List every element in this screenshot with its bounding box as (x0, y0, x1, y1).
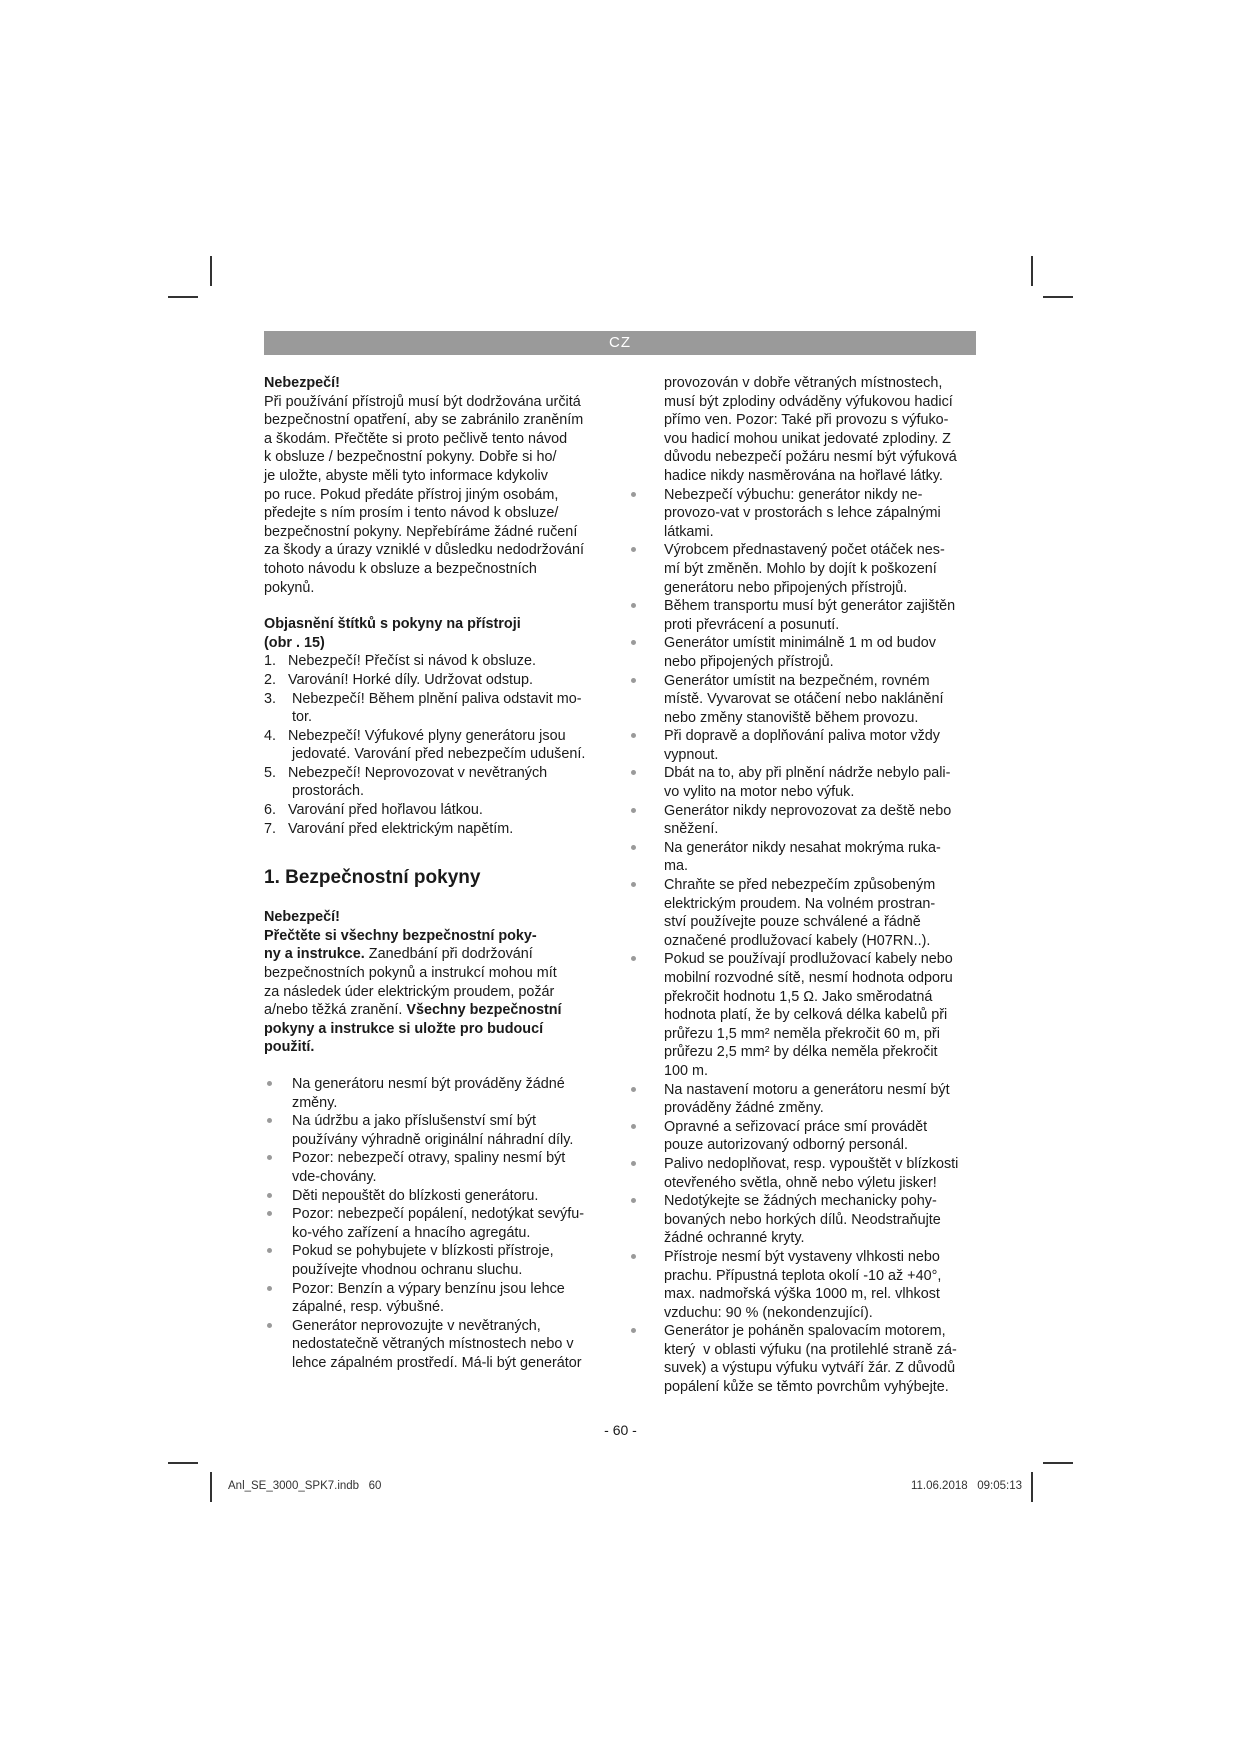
bullet-text: nebo připojených přístrojů. (664, 653, 834, 670)
bullet-item (648, 1155, 984, 1192)
bullet-item (648, 764, 984, 801)
crop-mark (168, 296, 198, 298)
bullet-text: průřezu 2,5 mm² by délka neměla překročit (664, 1044, 938, 1061)
bullet-text: Generátor umístit na bezpečném, rovném (664, 672, 930, 689)
bullet-text: Přístroje nesmí být vystaveny vlhkosti nebo (664, 1248, 940, 1265)
bullet-text: otevřeného světla, ohně nebo výletu jisker! (664, 1174, 937, 1191)
warning-line: Přečtěte si všechny bezpečnostní poky- (264, 927, 537, 944)
bullet-item (264, 1317, 624, 1373)
bullet-text: vzduchu: 90 % (nekondenzující). (664, 1304, 873, 1321)
bullet-text: Děti nepouštět do blízkosti generátoru. (292, 1187, 539, 1204)
bullet-dot-icon (631, 640, 636, 645)
label-number: 4. (264, 727, 277, 744)
label-text: tor. (288, 709, 312, 726)
bullet-text: vde-chovány. (292, 1168, 377, 1185)
bullet-dot-icon (631, 678, 636, 683)
labels-list (264, 652, 624, 838)
label-number: 7. (264, 820, 277, 837)
bullet-text: Opravné a seřizovací práce smí provádět (664, 1118, 928, 1135)
bullet-text: popálení kůže se těmto povrchům vyhýbejte. (664, 1379, 949, 1396)
bullet-text: místě. Vyvarovat se otáčení nebo naklánění (664, 691, 944, 708)
bullet-text: Na údržbu a jako příslušenství smí být (292, 1113, 536, 1130)
bullet-item (648, 876, 984, 950)
bullet-text: používány výhradně originální náhradní díly. (292, 1131, 574, 1148)
right-column (648, 374, 984, 1397)
bullet-item (264, 1280, 624, 1317)
label-number: 1. (264, 653, 277, 670)
bullet-text: suvek) a výstupu výfuku vytváří žár. Z důvodů (664, 1360, 956, 1377)
bullet-dot-icon (267, 1323, 272, 1328)
label-text: Nebezpečí! Výfukové plyny generátoru jsou (288, 727, 566, 744)
continuation-line: vou hadicí mohou unikat jedovaté zplodiny. Z (664, 430, 951, 447)
bullet-dot-icon (631, 1161, 636, 1166)
warning-line: použití. (264, 1039, 315, 1056)
bullet-text: Na generátoru nesmí být prováděny žádné (292, 1076, 565, 1092)
bullet-text: žádné ochranné kryty. (664, 1230, 805, 1247)
bullet-text: generátoru nebo připojených přístrojů. (664, 579, 908, 596)
bullet-dot-icon (631, 1087, 636, 1092)
bullet-text: Generátor nikdy neprovozovat za deště nebo (664, 802, 952, 819)
bullet-dot-icon (631, 770, 636, 775)
left-bullet-list (264, 1075, 624, 1373)
bullet-text: označené prodlužovací kabely (H07RN..). (664, 932, 931, 949)
bullet-text: mí být změněn. Mohlo by dojít k poškození (664, 560, 937, 577)
danger-heading: Nebezpečí! (264, 375, 340, 391)
warning-line (264, 945, 624, 964)
bullet-dot-icon (267, 1118, 272, 1123)
bullet-text: lehce zápalném prostředí. Má-li být generátor (292, 1354, 582, 1371)
right-bullet-list (648, 486, 984, 1397)
bullet-text: bovaných nebo horkých dílů. Neodstraňujte (664, 1211, 941, 1228)
label-text: Varování před elektrickým napětím. (288, 820, 514, 837)
warning-line: pokyny a instrukce si uložte pro budoucí (264, 1020, 544, 1037)
label-item (264, 801, 624, 820)
label-item (264, 690, 624, 727)
bullet-dot-icon (631, 1328, 636, 1333)
bullet-item (648, 597, 984, 634)
bullet-text: Nebezpečí výbuchu: generátor nikdy ne- (664, 486, 923, 503)
bullet-dot-icon (267, 1286, 272, 1291)
bullet-item (648, 1081, 984, 1118)
bullet-text: Pozor: nebezpečí otravy, spaliny nesmí být (292, 1150, 566, 1167)
bullet-item (648, 1118, 984, 1155)
bullet-item (648, 672, 984, 728)
intro-line: a škodám. Přečtěte si proto pečlivě tento návod (264, 430, 568, 447)
bullet-text: používejte vhodnou ochranu sluchu. (292, 1261, 523, 1278)
bullet-dot-icon (631, 547, 636, 552)
label-item (264, 652, 624, 671)
intro-line: pokynů. (264, 579, 315, 596)
bullet-text: elektrickým proudem. Na volném prostran- (664, 895, 936, 912)
bullet-text: vo vylito na motor nebo výfuk. (664, 784, 855, 801)
intro-line: za škody a úrazy vzniklé v důsledku nedodržování (264, 542, 584, 559)
bullet-text: ko-vého zařízení a hnacího agregátu. (292, 1224, 531, 1241)
bullet-item (648, 1248, 984, 1322)
continuation-line: hadice nikdy nasměrována na hořlavé látky. (664, 467, 943, 484)
bullet-text: proti převrácení a posunutí. (664, 616, 840, 633)
bullet-item (648, 727, 984, 764)
continuation-line: musí být zplodiny odváděny výfukovou hadicí (664, 393, 953, 410)
bullet-text: Pozor: Benzín a výpary benzínu jsou lehce (292, 1280, 565, 1297)
footer-datetime: 11.06.2018 09:05:13 (910, 1480, 1022, 1492)
language-header (264, 331, 976, 355)
bullet-text: pouze autorizovaný odborný personál. (664, 1137, 909, 1154)
label-text: prostorách. (288, 783, 364, 800)
bullet-text: Palivo nedoplňovat, resp. vypouštět v blízkosti (664, 1155, 959, 1172)
bullet-item (648, 950, 984, 1080)
warning-line: bezpečnostních pokynů a instrukcí mohou mít (264, 965, 557, 982)
label-item (264, 764, 624, 801)
labels-figure-ref: (obr . 15) (264, 634, 325, 651)
bullet-item (648, 486, 984, 542)
bullet-text: prachu. Přípustná teplota okolí -10 až +40°, (664, 1267, 942, 1284)
bullet-item (264, 1149, 624, 1186)
intro-line: Při používání přístrojů musí být dodržována určitá (264, 393, 581, 410)
bullet-text: sněžení. (664, 821, 719, 838)
bullet-item (648, 634, 984, 671)
label-item (264, 671, 624, 690)
bullet-text: ma. (664, 858, 688, 875)
label-text: Nebezpečí! Neprovozovat v nevětraných (288, 764, 548, 781)
bullet-dot-icon (267, 1193, 272, 1198)
language-code: CZ (609, 334, 631, 351)
bullet-text: látkami. (664, 523, 714, 540)
label-text: Varování! Horké díly. Udržovat odstup. (288, 671, 534, 688)
bullet-item (264, 1187, 624, 1206)
bullet-dot-icon (631, 1124, 636, 1129)
continuation-paragraph (664, 374, 984, 486)
continuation-line: provozován v dobře větraných místnostech, (664, 375, 943, 391)
bullet-dot-icon (267, 1248, 272, 1253)
label-number: 3. (264, 690, 277, 707)
label-text: Varování před hořlavou látkou. (288, 802, 483, 819)
bullet-text: překročit hodnotu 1,5 Ω. Jako směrodatná (664, 988, 933, 1005)
label-text: jedovaté. Varování před nebezpečím udušení. (288, 746, 586, 763)
bullet-item (648, 1322, 984, 1396)
bullet-item (648, 541, 984, 597)
intro-line: k obsluze / bezpečnostní pokyny. Dobře si ho/ (264, 449, 557, 466)
bullet-dot-icon (631, 603, 636, 608)
bullet-dot-icon (631, 845, 636, 850)
bullet-text: ství používejte pouze schválené a řádně (664, 914, 921, 931)
bullet-text: Chraňte se před nebezpečím způsobeným (664, 877, 936, 894)
label-text: Nebezpečí! Během plnění paliva odstavit mo- (288, 690, 582, 707)
bullet-text: 100 m. (664, 1062, 708, 1079)
continuation-line: důvodu nebezpečí požáru nesmí být výfuková (664, 449, 957, 466)
bullet-item (264, 1075, 624, 1112)
page-number: - 60 - (604, 1422, 637, 1438)
bullet-dot-icon (267, 1211, 272, 1216)
bullet-item (648, 1192, 984, 1248)
continuation-line: přímo ven. Pozor: Také při provozu s výfuko- (664, 412, 949, 429)
bullet-item (648, 802, 984, 839)
bullet-dot-icon (631, 1198, 636, 1203)
label-text: Nebezpečí! Přečíst si návod k obsluze. (288, 653, 536, 670)
warning-bold: ny a instrukce. (264, 946, 365, 963)
warning-paragraph (264, 927, 624, 1057)
bullet-dot-icon (631, 492, 636, 497)
bullet-text: hodnota platí, že by celková délka kabelů při (664, 1007, 948, 1024)
bullet-text: Pokud se používají prodlužovací kabely nebo (664, 951, 953, 968)
bullet-text: Při dopravě a doplňování paliva motor vždy (664, 728, 940, 745)
label-number: 5. (264, 764, 277, 781)
crop-mark (1031, 1472, 1033, 1502)
crop-mark (168, 1462, 198, 1464)
bullet-text: nebo změny stanoviště během provozu. (664, 709, 919, 726)
bullet-dot-icon (631, 808, 636, 813)
warning-text: Zanedbání při dodržování (364, 946, 533, 963)
crop-mark (1043, 1462, 1073, 1464)
bullet-text: provozo-vat v prostorách s lehce zápalnými (664, 505, 941, 522)
bullet-text: Generátor je poháněn spalovacím motorem, (664, 1323, 946, 1340)
bullet-text: vypnout. (664, 746, 719, 763)
crop-mark (210, 256, 212, 286)
intro-line: je uložte, abyste měli tyto informace kdykoliv (264, 467, 548, 484)
crop-mark (1031, 256, 1033, 286)
crop-mark (210, 1472, 212, 1502)
bullet-dot-icon (631, 956, 636, 961)
danger-heading-2: Nebezpečí! (264, 909, 340, 926)
bullet-dot-icon (267, 1081, 272, 1086)
bullet-text: Během transportu musí být generátor zajištěn (664, 598, 956, 615)
bullet-text: který v oblasti výfuku (na protilehlé straně zá- (664, 1341, 957, 1358)
warning-line: za následek úder elektrickým proudem, požár (264, 983, 555, 1000)
bullet-item (648, 839, 984, 876)
intro-line: po ruce. Pokud předáte přístroj jiným osobám, (264, 486, 559, 503)
bullet-item (264, 1205, 624, 1242)
intro-line: předejte s ním prosím i tento návod k obsluze/ (264, 505, 559, 522)
footer-file-name: Anl_SE_3000_SPK7.indb 60 (228, 1480, 382, 1492)
bullet-text: změny. (292, 1094, 338, 1111)
bullet-text: prováděny žádné změny. (664, 1100, 824, 1117)
bullet-text: zápalné, resp. výbušné. (292, 1299, 444, 1316)
bullet-text: Pozor: nebezpečí popálení, nedotýkat sevýfu- (292, 1206, 584, 1223)
bullet-dot-icon (631, 733, 636, 738)
section-title: 1. Bezpečnostní pokyny (264, 867, 481, 889)
bullet-dot-icon (631, 1254, 636, 1259)
bullet-text: nedostatečně větraných místnostech nebo v (292, 1336, 574, 1353)
warning-text: a/nebo těžká zranění. (264, 1002, 407, 1019)
label-item (264, 820, 624, 839)
bullet-text: Generátor umístit minimálně 1 m od budov (664, 635, 936, 652)
label-number: 6. (264, 802, 277, 819)
bullet-text: průřezu 1,5 mm² neměla překročit 60 m, při (664, 1025, 940, 1042)
bullet-item (264, 1112, 624, 1149)
labels-heading: Objasnění štítků s pokyny na přístroji (264, 616, 521, 633)
bullet-text: max. nadmořská výška 1000 m, rel. vlhkost (664, 1286, 940, 1303)
bullet-text: Nedotýkejte se žádných mechanicky pohy- (664, 1193, 937, 1210)
bullet-dot-icon (631, 882, 636, 887)
left-column (264, 374, 624, 1373)
bullet-dot-icon (267, 1155, 272, 1160)
bullet-item (264, 1242, 624, 1279)
label-item (264, 727, 624, 764)
bullet-text: Pokud se pohybujete v blízkosti přístroje, (292, 1243, 554, 1260)
warning-bold: Všechny bezpečnostní (406, 1002, 562, 1019)
intro-line: bezpečnostní opatření, aby se zabránilo zraněním (264, 412, 584, 429)
intro-paragraph (264, 393, 624, 598)
warning-line (264, 1001, 624, 1020)
bullet-text: Na nastavení motoru a generátoru nesmí být (664, 1081, 950, 1098)
bullet-text: Na generátor nikdy nesahat mokrýma ruka- (664, 839, 941, 856)
bullet-text: Výrobcem přednastavený počet otáček nes- (664, 542, 945, 559)
bullet-text: mobilní rozvodné sítě, nesmí hodnota odporu (664, 970, 953, 986)
bullet-text: Dbát na to, aby při plnění nádrže nebylo pali- (664, 765, 951, 782)
label-number: 2. (264, 671, 277, 688)
crop-mark (1043, 296, 1073, 298)
intro-line: tohoto návodu k obsluze a bezpečnostních (264, 560, 537, 577)
bullet-text: Generátor neprovozujte v nevětraných, (292, 1317, 541, 1334)
intro-line: bezpečnostní pokyny. Nepřebíráme žádné ručení (264, 523, 578, 540)
